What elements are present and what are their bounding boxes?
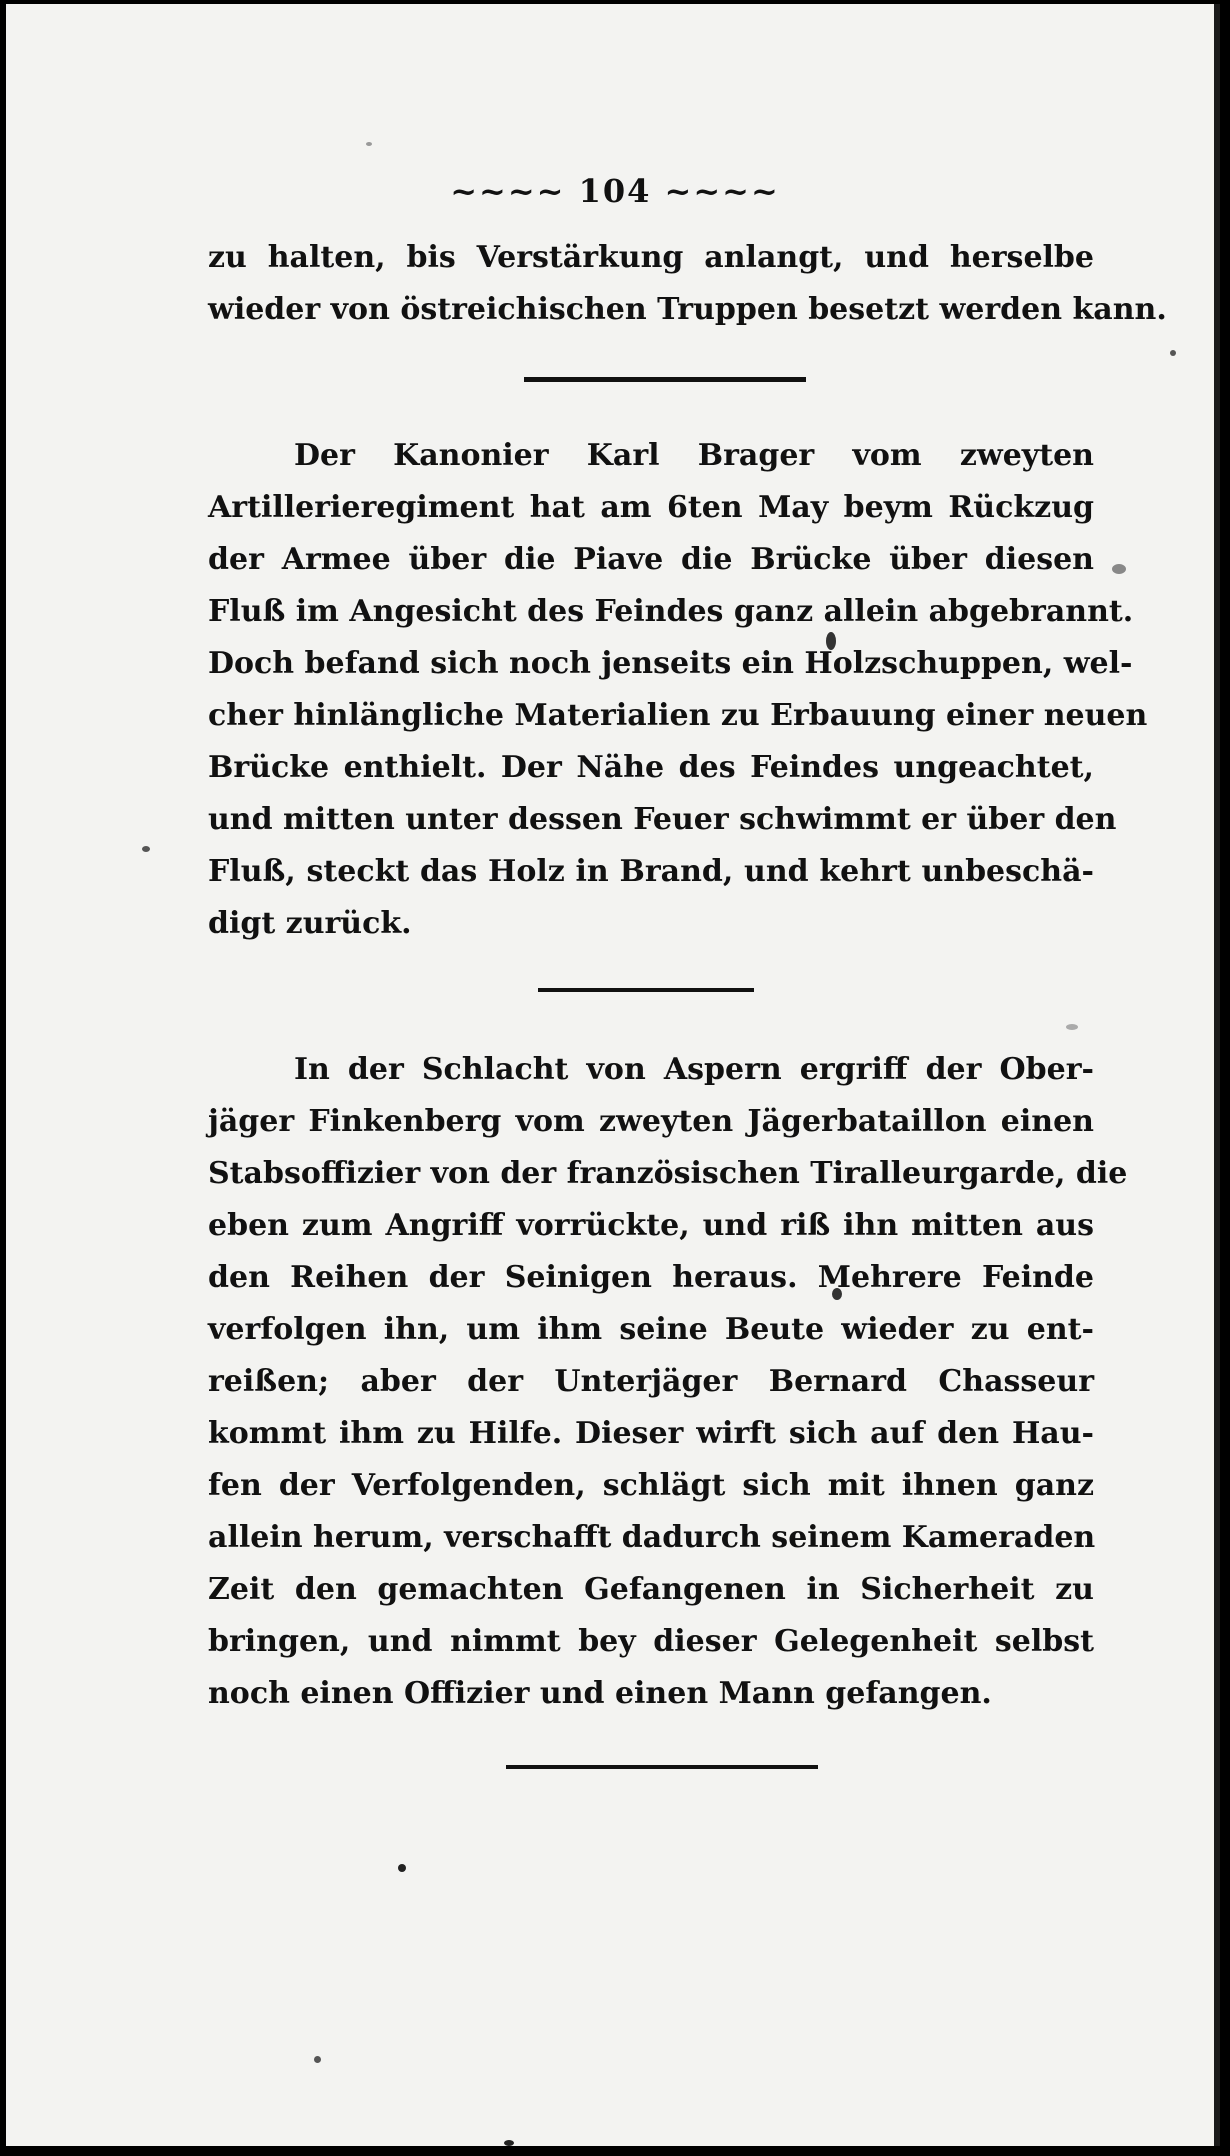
text-line: reißen; aber der Unterjäger Bernard Chasseur (208, 1364, 1094, 1399)
text-line: kommt ihm zu Hilfe. Dieser wirft sich auf den Hau- (208, 1416, 1094, 1451)
scan-speck (398, 1864, 406, 1872)
text-line: noch einen Offizier und einen Mann gefangen. (208, 1676, 992, 1711)
text-line: Brücke enthielt. Der Nähe des Feindes ungeachtet, (208, 750, 1094, 785)
text-line: bringen, und nimmt bey dieser Gelegenheit selbst (208, 1624, 1094, 1659)
text-line: verfolgen ihn, um ihm seine Beute wieder zu ent- (208, 1312, 1094, 1347)
header-ornament-left: ~~~~ (450, 172, 566, 210)
text-line: cher hinlängliche Materialien zu Erbauung einer neuen (208, 698, 1148, 733)
header-ornament-right: ~~~~ (664, 172, 780, 210)
page-number: 104 (578, 172, 652, 210)
scan-speck (314, 2056, 321, 2063)
text-line: der Armee über die Piave die Brücke über diesen (208, 542, 1094, 577)
scan-speck (1112, 564, 1126, 574)
paragraph-kanonier (208, 430, 1148, 950)
scan-speck (1066, 1024, 1078, 1030)
text-line: Artillerieregiment hat am 6ten May beym Rückzug (208, 490, 1094, 525)
section-divider (506, 1765, 818, 1769)
text-line: Fluß im Angesicht des Feindes ganz allein abgebrannt. (208, 594, 1134, 629)
text-line: In der Schlacht von Aspern ergriff der Ober- (294, 1052, 1094, 1087)
paragraph-aspern (208, 1044, 1128, 1720)
page-header (0, 172, 1230, 210)
scan-speck (504, 2140, 514, 2146)
text-line: Fluß, steckt das Holz in Brand, und kehrt unbeschä- (208, 854, 1094, 889)
text-block-continuation (208, 232, 1167, 336)
text-line: eben zum Angriff vorrückte, und riß ihn mitten aus (208, 1208, 1094, 1243)
scan-speck (142, 846, 150, 852)
section-divider (538, 988, 754, 992)
text-line: Doch befand sich noch jenseits ein Holzschuppen, wel- (208, 646, 1133, 681)
scan-speck (366, 142, 372, 146)
scan-speck (1170, 350, 1176, 356)
text-line: digt zurück. (208, 906, 412, 941)
section-divider (524, 377, 806, 382)
text-line: Zeit den gemachten Gefangenen in Sicherheit zu (208, 1572, 1094, 1607)
text-line: wieder von östreichischen Truppen besetzt werden kann. (208, 292, 1167, 327)
text-line: und mitten unter dessen Feuer schwimmt er über den (208, 802, 1117, 837)
text-line: zu halten, bis Verstärkung anlangt, und herselbe (208, 240, 1094, 275)
text-line: den Reihen der Seinigen heraus. Mehrere Feinde (208, 1260, 1094, 1295)
text-line: fen der Verfolgenden, schlägt sich mit ihnen ganz (208, 1468, 1094, 1503)
text-line: allein herum, verschafft dadurch seinem Kameraden (208, 1520, 1096, 1555)
text-line: jäger Finkenberg vom zweyten Jägerbataillon einen (208, 1104, 1094, 1139)
text-line: Der Kanonier Karl Brager vom zweyten (294, 438, 1094, 473)
text-line: Stabsoffizier von der französischen Tiralleurgarde, die (208, 1156, 1128, 1191)
